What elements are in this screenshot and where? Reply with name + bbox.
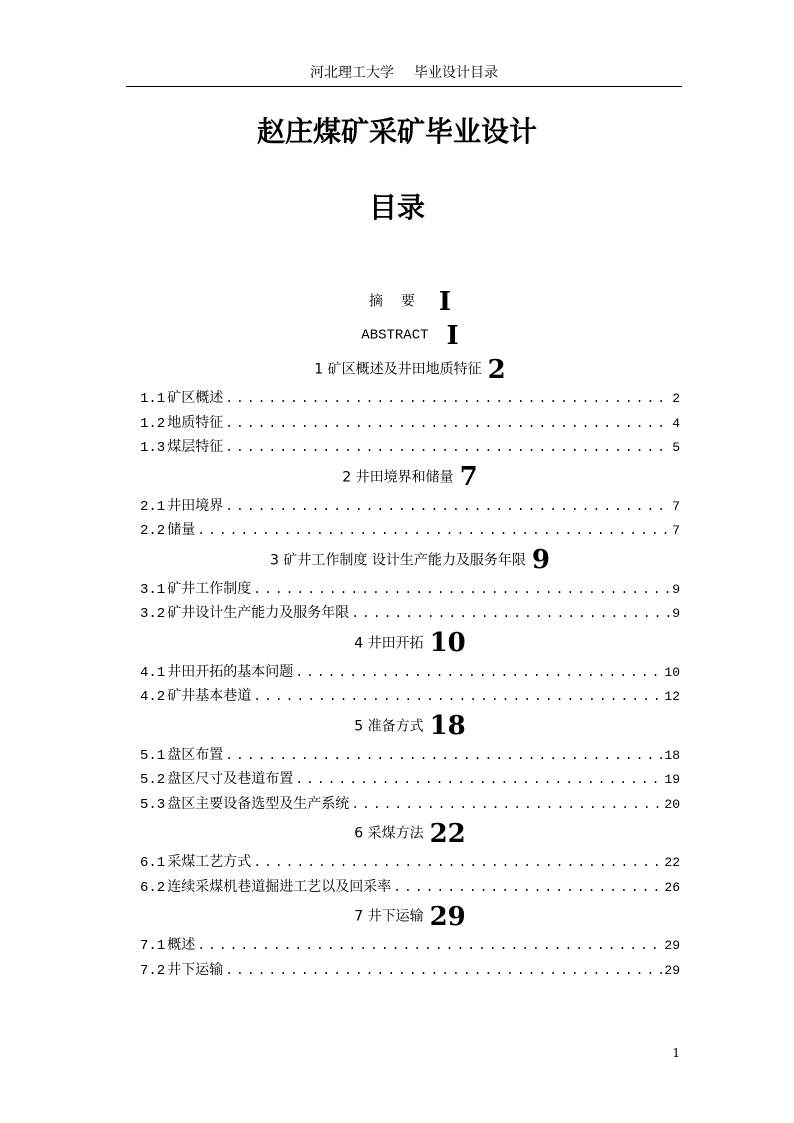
- section-page: 19: [664, 772, 680, 787]
- section-number: 1.1: [140, 391, 166, 407]
- section-page: 7: [672, 498, 680, 514]
- section-number: 1.2: [140, 415, 166, 432]
- document-title: 赵庄煤矿采矿毕业设计: [256, 115, 537, 148]
- section-title: 矿井工作制度: [167, 580, 252, 597]
- chapter-title: 2 井田境界和储量: [342, 469, 454, 485]
- dot-leader: [197, 934, 662, 959]
- toc-chapter-heading[interactable]: [140, 543, 680, 577]
- section-number: 7.2: [140, 962, 166, 979]
- section-title: 连续采煤机巷道掘进工艺以及回采率: [167, 878, 392, 895]
- toc-title: 目录: [368, 191, 425, 224]
- section-number: 5.1: [140, 747, 166, 764]
- toc-chapter-heading[interactable]: [140, 626, 680, 660]
- section-number: 5.3: [140, 796, 166, 813]
- dot-leader: [253, 851, 662, 876]
- toc-section-entry[interactable]: [140, 518, 680, 543]
- toc-section-entry[interactable]: [140, 933, 680, 958]
- chapter-title: 3 矿井工作制度 设计生产能力及服务年限: [270, 552, 526, 568]
- toc-abstract-en-page: I: [446, 320, 459, 351]
- toc-chapter-heading[interactable]: [140, 709, 680, 743]
- toc-section-entry[interactable]: [140, 743, 680, 768]
- toc-section-entry[interactable]: [140, 684, 680, 709]
- dot-leader: [225, 387, 670, 412]
- chapter-page: 18: [429, 711, 466, 741]
- chapter-page: 22: [429, 818, 466, 849]
- section-title: 地质特征: [167, 414, 224, 431]
- section-title: 煤层特征: [167, 439, 224, 455]
- toc-section-entry[interactable]: [140, 875, 680, 900]
- section-number: 6.1: [140, 855, 166, 871]
- section-number: 7.1: [140, 938, 166, 954]
- section-number: 2.2: [140, 523, 166, 539]
- section-title: 井下运输: [167, 961, 224, 978]
- section-page: 7: [672, 523, 680, 538]
- section-number: 3.2: [140, 606, 166, 622]
- toc-chapters: [140, 352, 680, 982]
- section-number: 5.2: [140, 772, 166, 788]
- section-number: 3.1: [140, 581, 166, 598]
- section-page: 9: [672, 606, 680, 621]
- dot-leader: [225, 744, 662, 769]
- section-page: 5: [672, 440, 680, 455]
- chapter-title: 4 井田开拓: [354, 635, 424, 651]
- section-title: 盘区布置: [167, 746, 224, 763]
- section-page: 22: [664, 855, 680, 870]
- section-title: 采煤工艺方式: [167, 854, 252, 870]
- section-number: 4.1: [140, 664, 166, 681]
- section-number: 1.3: [140, 440, 166, 456]
- toc-section-entry[interactable]: [140, 792, 680, 817]
- section-title: 矿井设计生产能力及服务年限: [167, 605, 350, 621]
- toc-section-entry[interactable]: [140, 386, 680, 411]
- section-page: 2: [672, 391, 680, 406]
- table-of-contents: [140, 284, 680, 982]
- toc-abstract-cn-label: 摘要: [368, 293, 433, 310]
- section-page: 29: [664, 962, 680, 978]
- toc-section-entry[interactable]: [140, 660, 680, 685]
- page-number: 1: [672, 1046, 680, 1060]
- dot-leader: [197, 519, 670, 544]
- dot-leader: [295, 661, 662, 686]
- section-title: 矿井基本巷道: [167, 688, 252, 704]
- section-title: 概述: [167, 937, 196, 953]
- toc-section-entry[interactable]: [140, 767, 680, 792]
- toc-section-entry[interactable]: [140, 435, 680, 460]
- section-page: 4: [672, 415, 680, 431]
- chapter-title: 6 采煤方法: [354, 825, 424, 842]
- section-page: 18: [664, 747, 680, 763]
- section-number: 6.2: [140, 879, 166, 896]
- toc-section-entry[interactable]: [140, 850, 680, 875]
- toc-chapter-heading[interactable]: [140, 816, 680, 850]
- section-number: 4.2: [140, 689, 166, 705]
- dot-leader: [351, 793, 662, 818]
- dot-leader: [295, 768, 662, 793]
- dot-leader: [225, 436, 670, 461]
- chapter-title: 5 准备方式: [354, 718, 424, 734]
- section-title: 井田境界: [167, 497, 224, 514]
- section-number: 2.1: [140, 498, 166, 515]
- section-title: 井田开拓的基本问题: [167, 663, 294, 680]
- toc-section-entry[interactable]: [140, 411, 680, 436]
- section-page: 10: [664, 664, 680, 680]
- toc-abstract-cn-page: I: [438, 286, 452, 317]
- chapter-page: 10: [429, 628, 466, 658]
- chapter-page: 9: [531, 545, 550, 575]
- toc-section-entry[interactable]: [140, 958, 680, 983]
- section-page: 20: [664, 796, 680, 812]
- dot-leader: [253, 578, 670, 603]
- dot-leader: [225, 959, 662, 984]
- section-title: 储量: [167, 522, 196, 538]
- dot-leader: [253, 685, 662, 710]
- page-header: [126, 60, 682, 87]
- dot-leader: [225, 412, 670, 437]
- header-university: 河北理工大学: [310, 65, 394, 81]
- toc-section-entry[interactable]: [140, 601, 680, 626]
- toc-section-entry[interactable]: [140, 577, 680, 602]
- toc-abstract-en-label: ABSTRACT: [361, 327, 429, 344]
- section-title: 盘区主要设备选型及生产系统: [167, 795, 350, 812]
- dot-leader: [351, 602, 670, 627]
- toc-chapter-heading[interactable]: [140, 899, 680, 933]
- toc-abstract-en[interactable]: [140, 318, 680, 352]
- dot-leader: [393, 876, 662, 901]
- header-label: 毕业设计目录: [414, 65, 498, 81]
- section-page: 29: [664, 938, 680, 953]
- chapter-page: 7: [459, 462, 478, 492]
- toc-section-entry[interactable]: [140, 494, 680, 519]
- section-page: 9: [672, 581, 680, 597]
- section-title: 矿区概述: [167, 390, 224, 406]
- toc-chapter-heading[interactable]: [140, 460, 680, 494]
- toc-chapter-heading[interactable]: [140, 352, 680, 386]
- chapter-page: 29: [429, 901, 466, 932]
- section-page: 12: [664, 689, 680, 704]
- section-page: 26: [664, 879, 680, 895]
- chapter-title: 7 井下运输: [354, 908, 424, 925]
- chapter-title: 1 矿区概述及井田地质特征: [314, 361, 482, 378]
- section-title: 盘区尺寸及巷道布置: [167, 771, 294, 787]
- chapter-page: 2: [487, 354, 506, 385]
- toc-abstract-cn[interactable]: [140, 284, 680, 318]
- dot-leader: [225, 495, 670, 520]
